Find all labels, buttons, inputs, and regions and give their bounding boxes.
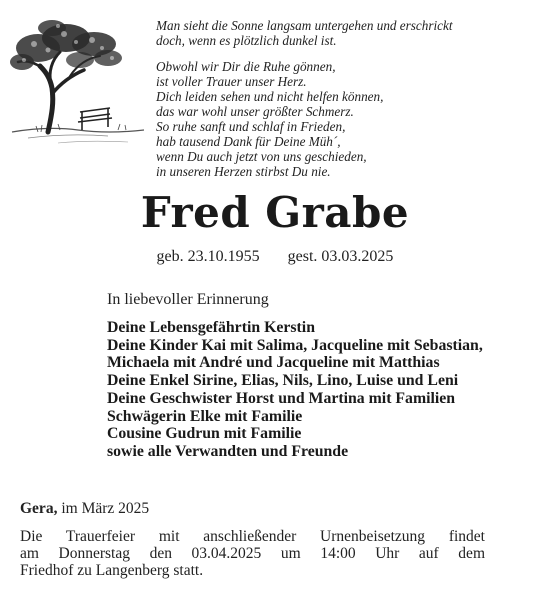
- mourners-list: [107, 319, 483, 461]
- tree-bench-illustration: [8, 14, 148, 149]
- poem-line: Dich leiden sehen und nicht helfen können,: [156, 89, 384, 104]
- poem-line: in unseren Herzen stirbst Du nie.: [156, 164, 331, 179]
- funeral-notice: [20, 528, 485, 579]
- death-date: gest. 03.03.2025: [287, 248, 394, 265]
- poem-stanza-1: [156, 18, 541, 48]
- place-city: Gera,: [20, 500, 58, 517]
- poem: [156, 18, 541, 179]
- notice-line: Friedhof zu Langenberg statt.: [20, 562, 204, 579]
- mourner-line: Deine Lebensgefährtin Kerstin: [107, 319, 315, 336]
- deceased-name: Fred Grabe: [140, 188, 410, 237]
- poem-line: hab tausend Dank für Deine Müh´,: [156, 134, 341, 149]
- mourner-line: Deine Enkel Sirine, Elias, Nils, Lino, Luise und Leni: [107, 372, 459, 390]
- poem-line: ist voller Trauer unser Herz.: [156, 74, 307, 89]
- mourner-line: sowie alle Verwandten und Freunde: [107, 442, 349, 460]
- poem-line: Man sieht die Sonne langsam untergehen und erschrickt: [156, 18, 453, 33]
- life-dates: [0, 248, 550, 266]
- notice-line: Die Trauerfeier mit anschließender Urnenbeisetzung findet: [20, 528, 485, 545]
- poem-stanza-2: [156, 59, 541, 179]
- mourner-line: Deine Kinder Kai mit Salima, Jacqueline mit Sebastian,: [107, 336, 483, 354]
- poem-line: das war wohl unser größter Schmerz.: [156, 104, 354, 119]
- poem-line: Obwohl wir Dir die Ruhe gönnen,: [156, 59, 336, 74]
- mourner-line: Deine Geschwister Horst und Martina mit Familien: [107, 389, 456, 407]
- mourner-line: Schwägerin Elke mit Familie: [107, 407, 303, 425]
- poem-line: doch, wenn es plötzlich dunkel ist.: [156, 33, 337, 48]
- place-month: im März 2025: [61, 500, 150, 517]
- poem-line: So ruhe sanft und schlaf in Frieden,: [156, 119, 346, 134]
- mourner-line: Michaela mit André und Jacqueline mit Matthias: [107, 354, 440, 372]
- mourner-line: Cousine Gudrun mit Familie: [107, 425, 302, 443]
- notice-line: am Donnerstag den 03.04.2025 um 14:00 Uhr auf dem: [20, 545, 485, 562]
- place-date: [20, 500, 149, 518]
- poem-line: wenn Du auch jetzt von uns geschieden,: [156, 149, 367, 164]
- birth-date: geb. 23.10.1955: [156, 248, 260, 265]
- memory-line: In liebevoller Erinnerung: [107, 291, 269, 308]
